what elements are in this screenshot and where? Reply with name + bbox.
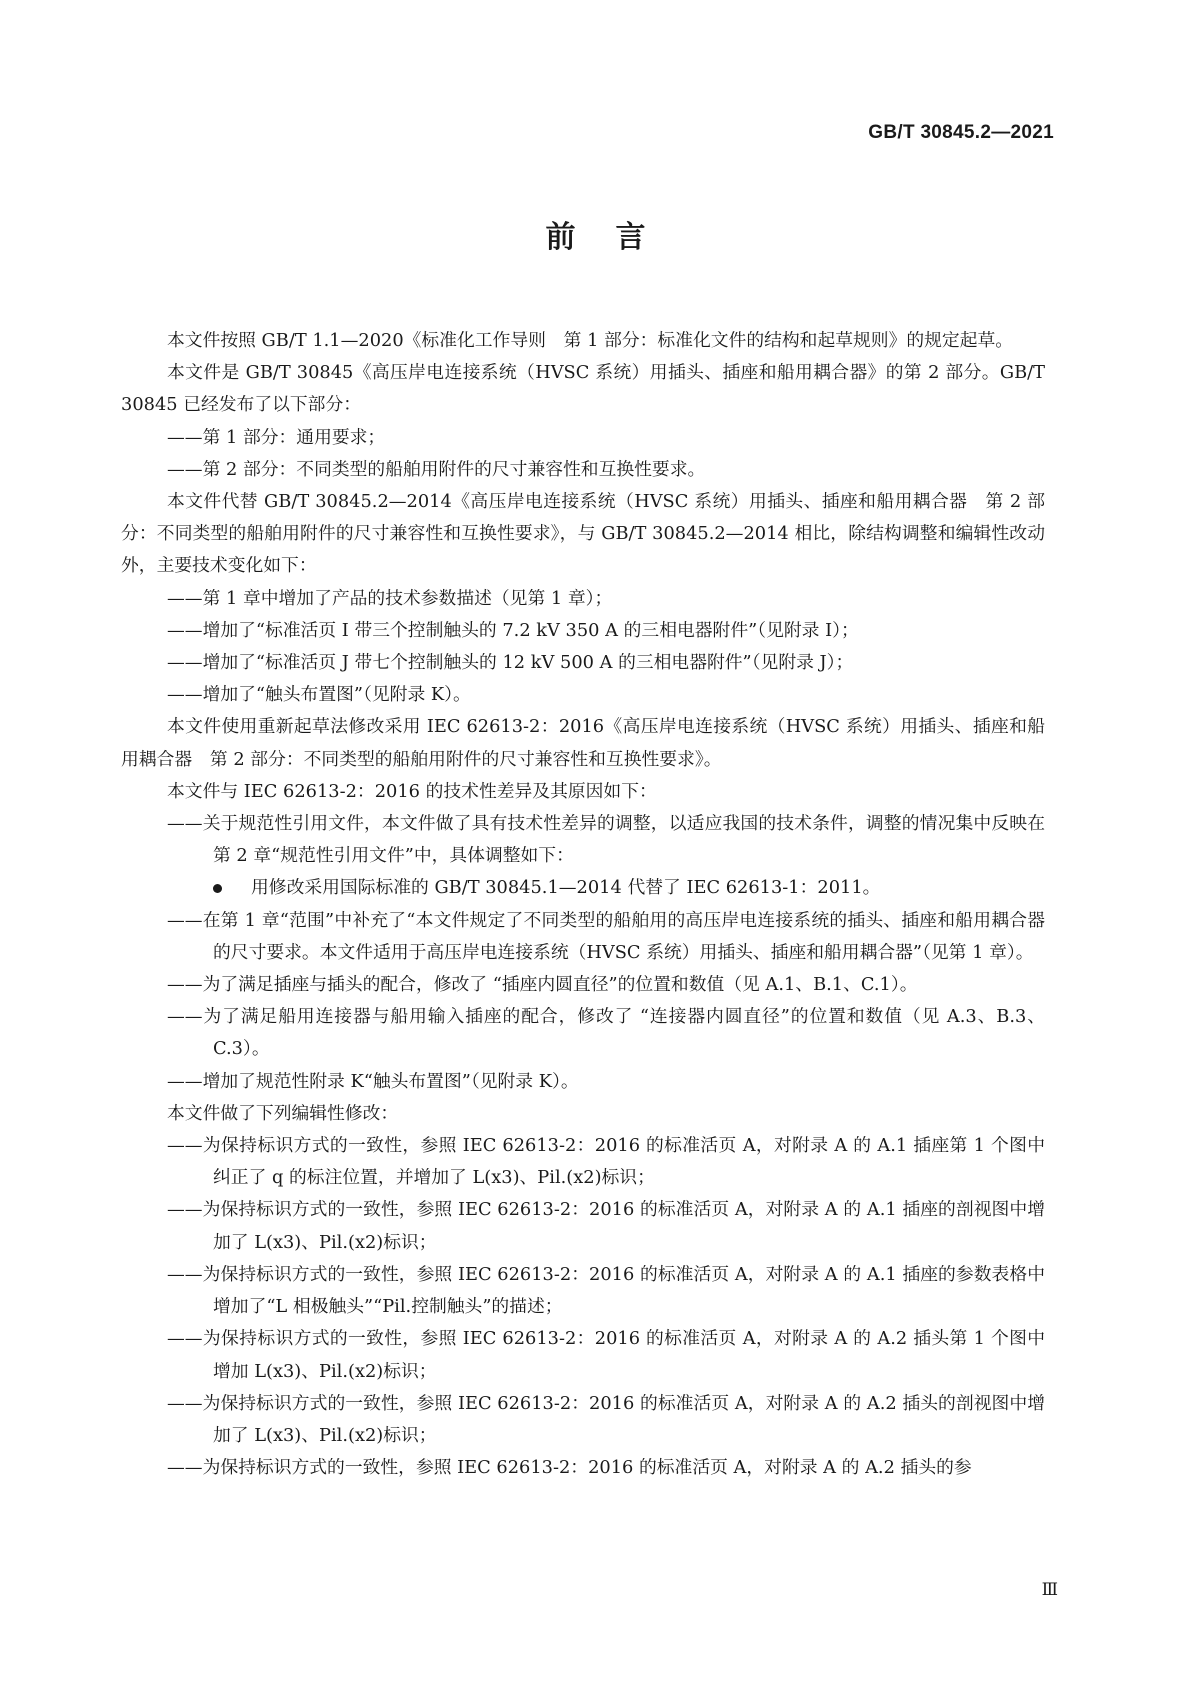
paragraph: 本文件按照 GB/T 1.1—2020《标准化工作导则 第 1 部分：标准化文件的结构和起草规则》的规定起草。 [167, 330, 1014, 351]
bullet-item [213, 872, 1045, 904]
dash-item: ——第 2 部分：不同类型的船舶用附件的尺寸兼容性和互换性要求。 [167, 458, 706, 480]
paragraph: 本文件与 IEC 62613-2：2016 的技术性差异及其原因如下： [167, 780, 657, 802]
dash-item: ——增加了“触头布置图”（见附录 K）。 [167, 684, 471, 706]
paragraph: 本文件是 GB/T 30845《高压岸电连接系统（HVSC 系统）用插头、插座和船用耦合器》的第 2 部分。GB/T 30845 已经发布了以下部分： [121, 362, 1045, 416]
dash-item: ——为保持标识方式的一致性，参照 IEC 62613-2：2016 的标准活页 A，对附录 A 的 A.1 插座的参数表格中增加了“L 相极触头”“Pil.控制触头”的描述； [167, 1263, 1045, 1318]
dash-item: ——在第 1 章“范围”中补充了“本文件规定了不同类型的船舶用的高压岸电连接系统的插头、插座和船用耦合器的尺寸要求。本文件适用于高压岸电连接系统（HVSC 系统）用插头、插座和船用耦合器”（见第 1 章）。 [167, 909, 1045, 963]
dash-item: ——增加了规范性附录 K“触头布置图”（见附录 K）。 [167, 1070, 579, 1092]
paragraph: 本文件使用重新起草法修改采用 IEC 62613-2：2016《高压岸电连接系统（HVSC 系统）用插头、插座和船用耦合器 第 2 部分：不同类型的船舶用附件的尺寸兼容性和互换性要求》。 [121, 716, 1045, 770]
bullet-text: 用修改采用国际标准的 GB/T 30845.1—2014 代替了 IEC 62613-1：2011。 [251, 877, 881, 899]
standard-number: GB/T 30845.2—2021 [868, 122, 1054, 143]
paragraph: 本文件代替 GB/T 30845.2—2014《高压岸电连接系统（HVSC 系统）用插头、插座和船用耦合器 第 2 部分：不同类型的船舶用附件的尺寸兼容性和互换性要求》，与 GB/T 30845.2—2014 相比，除结构调整和编辑性改动外，主要技术变化如下： [121, 491, 1045, 577]
dash-item: ——为了满足插座与插头的配合，修改了 “插座内圆直径”的位置和数值（见 A.1、B.1、C.1）。 [167, 974, 918, 996]
dash-item: ——关于规范性引用文件，本文件做了具有技术性差异的调整，以适应我国的技术条件，调整的情况集中反映在第 2 章“规范性引用文件”中，具体调整如下： [167, 813, 1045, 867]
dash-item: ——为保持标识方式的一致性，参照 IEC 62613-2：2016 的标准活页 A，对附录 A 的 A.1 插座第 1 个图中纠正了 q 的标注位置，并增加了 L(x3)、Pil.(x2)标识； [167, 1135, 1045, 1189]
paragraph: 本文件做了下列编辑性修改： [167, 1102, 399, 1124]
page-number: Ⅲ [1041, 1580, 1058, 1600]
dash-item: ——为保持标识方式的一致性，参照 IEC 62613-2：2016 的标准活页 A，对附录 A 的 A.2 插头的参 [167, 1457, 972, 1479]
foreword-body [121, 325, 1045, 1484]
dash-item: ——增加了“标准活页 J 带七个控制触头的 12 kV 500 A 的三相电器附件”（见附录 J）； [167, 652, 854, 674]
dash-item: ——第 1 部分：通用要求； [167, 426, 386, 448]
dash-item: ——为保持标识方式的一致性，参照 IEC 62613-2：2016 的标准活页 A，对附录 A 的 A.2 插头的剖视图中增加了 L(x3)、Pil.(x2)标识； [167, 1392, 1045, 1446]
dash-item: ——增加了“标准活页 I 带三个控制触头的 7.2 kV 350 A 的三相电器附件”（见附录 I）； [167, 619, 859, 641]
dash-item: ——为保持标识方式的一致性，参照 IEC 62613-2：2016 的标准活页 A，对附录 A 的 A.1 插座的剖视图中增加了 L(x3)、Pil.(x2)标识； [167, 1199, 1045, 1253]
bullet-dot-icon [213, 884, 222, 893]
dash-item: ——第 1 章中增加了产品的技术参数描述（见第 1 章）； [167, 587, 613, 609]
dash-item: ——为保持标识方式的一致性，参照 IEC 62613-2：2016 的标准活页 A，对附录 A 的 A.2 插头第 1 个图中增加 L(x3)、Pil.(x2)标识； [167, 1328, 1045, 1382]
dash-item: ——为了满足船用连接器与船用输入插座的配合，修改了 “连接器内圆直径”的位置和数值（见 A.3、B.3、C.3）。 [167, 1006, 1045, 1060]
page-title: 前言 [545, 220, 686, 255]
